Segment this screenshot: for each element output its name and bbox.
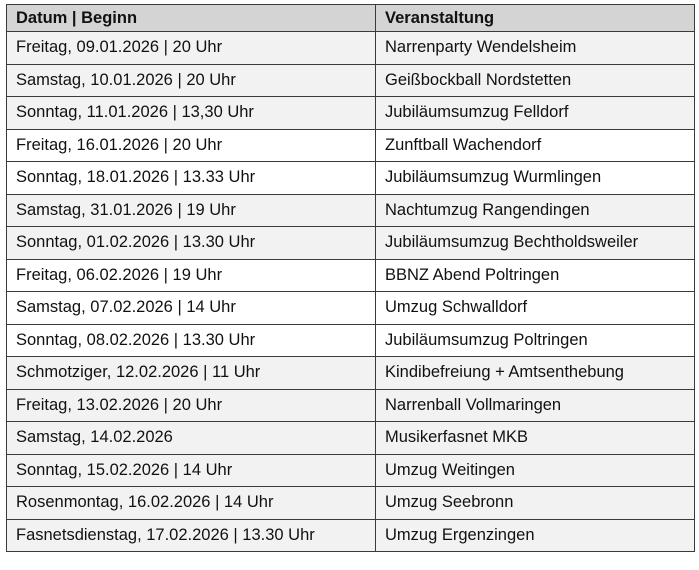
event-cell: Jubiläumsumzug Poltringen bbox=[376, 324, 695, 357]
table-row bbox=[7, 32, 695, 65]
table-row bbox=[7, 194, 695, 227]
date-cell: Sonntag, 11.01.2026 | 13,30 Uhr bbox=[7, 97, 376, 130]
event-cell: Geißbockball Nordstetten bbox=[376, 64, 695, 97]
event-cell: Musikerfasnet MKB bbox=[376, 422, 695, 455]
event-table bbox=[6, 4, 695, 552]
event-cell: Umzug Schwalldorf bbox=[376, 292, 695, 325]
event-cell: Umzug Ergenzingen bbox=[376, 519, 695, 552]
date-cell: Freitag, 09.01.2026 | 20 Uhr bbox=[7, 32, 376, 65]
table-row bbox=[7, 487, 695, 520]
event-cell: Narrenparty Wendelsheim bbox=[376, 32, 695, 65]
date-cell: Sonntag, 08.02.2026 | 13.30 Uhr bbox=[7, 324, 376, 357]
date-cell: Fasnetsdienstag, 17.02.2026 | 13.30 Uhr bbox=[7, 519, 376, 552]
event-schedule bbox=[6, 4, 694, 552]
column-header-event: Veranstaltung bbox=[376, 5, 695, 32]
date-cell: Sonntag, 01.02.2026 | 13.30 Uhr bbox=[7, 227, 376, 260]
date-cell: Sonntag, 15.02.2026 | 14 Uhr bbox=[7, 454, 376, 487]
table-row bbox=[7, 227, 695, 260]
event-cell: Umzug Weitingen bbox=[376, 454, 695, 487]
date-cell: Samstag, 07.02.2026 | 14 Uhr bbox=[7, 292, 376, 325]
table-row bbox=[7, 422, 695, 455]
event-cell: Kindibefreiung + Amtsenthebung bbox=[376, 357, 695, 390]
event-cell: Zunftball Wachendorf bbox=[376, 129, 695, 162]
event-cell: Jubiläumsumzug Wurmlingen bbox=[376, 162, 695, 195]
date-cell: Samstag, 14.02.2026 bbox=[7, 422, 376, 455]
table-row bbox=[7, 519, 695, 552]
table-row bbox=[7, 162, 695, 195]
event-cell: Umzug Seebronn bbox=[376, 487, 695, 520]
event-cell: Narrenball Vollmaringen bbox=[376, 389, 695, 422]
table-row bbox=[7, 97, 695, 130]
date-cell: Freitag, 16.01.2026 | 20 Uhr bbox=[7, 129, 376, 162]
table-row bbox=[7, 357, 695, 390]
table-row bbox=[7, 129, 695, 162]
column-header-date: Datum | Beginn bbox=[7, 5, 376, 32]
event-cell: Nachtumzug Rangendingen bbox=[376, 194, 695, 227]
date-cell: Samstag, 10.01.2026 | 20 Uhr bbox=[7, 64, 376, 97]
date-cell: Rosenmontag, 16.02.2026 | 14 Uhr bbox=[7, 487, 376, 520]
table-row bbox=[7, 454, 695, 487]
event-cell: BBNZ Abend Poltringen bbox=[376, 259, 695, 292]
table-row bbox=[7, 64, 695, 97]
date-cell: Schmotziger, 12.02.2026 | 11 Uhr bbox=[7, 357, 376, 390]
table-row bbox=[7, 324, 695, 357]
event-cell: Jubiläumsumzug Bechtholdsweiler bbox=[376, 227, 695, 260]
date-cell: Freitag, 06.02.2026 | 19 Uhr bbox=[7, 259, 376, 292]
date-cell: Sonntag, 18.01.2026 | 13.33 Uhr bbox=[7, 162, 376, 195]
table-row bbox=[7, 259, 695, 292]
date-cell: Samstag, 31.01.2026 | 19 Uhr bbox=[7, 194, 376, 227]
date-cell: Freitag, 13.02.2026 | 20 Uhr bbox=[7, 389, 376, 422]
table-header-row bbox=[7, 5, 695, 32]
table-row bbox=[7, 389, 695, 422]
event-cell: Jubiläumsumzug Felldorf bbox=[376, 97, 695, 130]
table-body bbox=[7, 32, 695, 552]
table-row bbox=[7, 292, 695, 325]
